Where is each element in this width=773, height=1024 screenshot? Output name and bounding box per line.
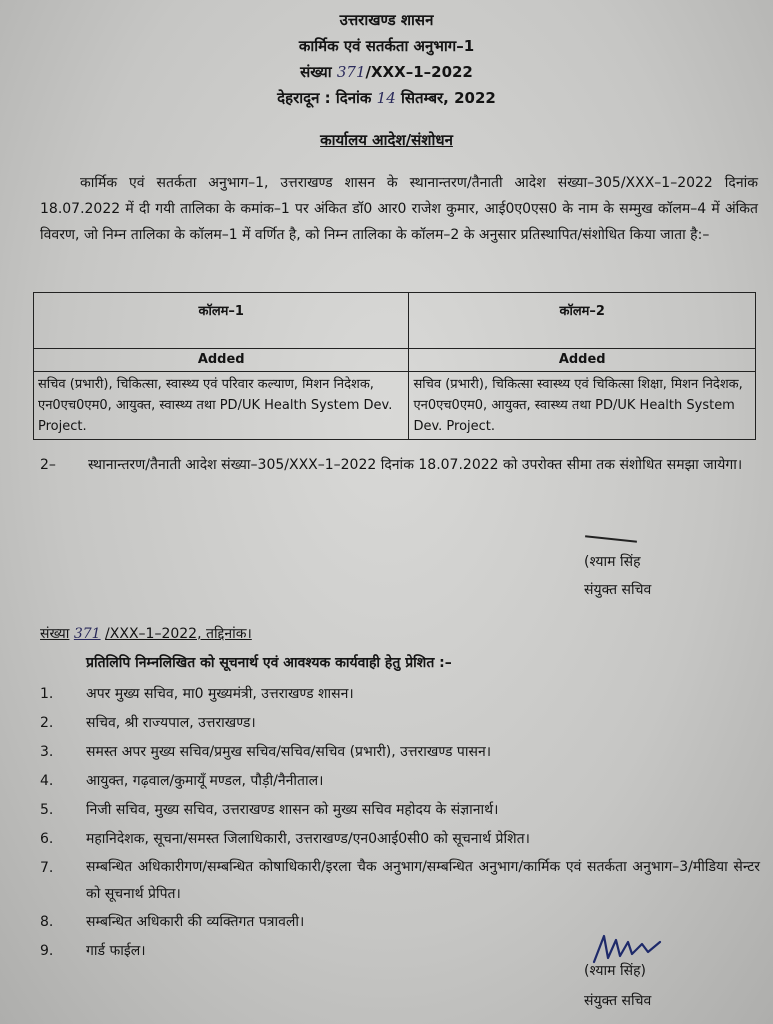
list-item-text: निजी सचिव, मुख्य सचिव, उत्तराखण्ड शासन को मुख्य सचिव महोदय के संज्ञानार्थ। xyxy=(86,802,499,818)
list-item-number: 7. xyxy=(40,860,54,876)
list-item-text: सम्बन्धित अधिकारीगण/सम्बन्धित कोषाधिकारी/इरला चैक अनुभाग/सम्बन्धित अनुभाग/कार्मिक एवं सतर्कता अनुभाग–3/मीडिया सेन्टर को सूचनार्थ प्रेपित। xyxy=(86,859,760,902)
list-item-number: 5. xyxy=(40,802,54,818)
list-item-text: गार्ड फाईल। xyxy=(86,943,146,959)
signature-block-1 xyxy=(584,548,651,604)
list-item-number: 1. xyxy=(40,686,54,702)
list-item-number: 3. xyxy=(40,744,54,760)
order-number-prefix: संख्या xyxy=(300,63,332,81)
department-name: कार्मिक एवं सतर्कता अनुभाग–1 xyxy=(298,37,475,55)
list-item-text: महानिदेशक, सूचना/समस्त जिलाधिकारी, उत्तराखण्ड/एन0आई0सी0 को सूचनार्थ प्रेशित। xyxy=(86,831,530,847)
list-item xyxy=(40,825,760,854)
order-number-handwritten: 371 xyxy=(336,63,366,81)
list-item-text: आयुक्त, गढ़वाल/कुमायूँ मण्डल, पौड़ी/नैनीताल। xyxy=(86,773,324,789)
copy-reference xyxy=(40,624,252,643)
list-item xyxy=(40,680,760,709)
order-date xyxy=(0,88,773,108)
govt-name: उत्तराखण्ड शासन xyxy=(339,11,434,29)
list-item xyxy=(40,796,760,825)
list-item-number: 6. xyxy=(40,831,54,847)
signature-stroke xyxy=(585,535,637,542)
list-item-text: सचिव, श्री राज्यपाल, उत्तराखण्ड। xyxy=(86,715,256,731)
list-item xyxy=(40,767,760,796)
order-title: कार्यालय आदेश/संशोधन xyxy=(320,131,453,149)
order-paragraph-1: कार्मिक एवं सतर्कता अनुभाग–1, उत्तराखण्ड शासन के स्थानान्तरण/तैनाती आदेश संख्या–305/XXX–1–2022 दिनांक 18.07.2022 में दी गयी तालिका के कमांक–1 पर अंकित डॉ0 आर0 राजेश कुमार, आई0ए0एस0 के नाम के सम्मुख कॉलम–4 में अंकित विवरण, जो निम्न तालिका के कॉलम–1 में वर्णित है, को निम्न तालिका के कॉलम–2 के अनुसार प्रतिस्थापित/संशोधित किया जाता है:– xyxy=(40,175,758,243)
signatory-designation-2: संयुक्त सचिव xyxy=(584,993,652,1009)
order-paragraph-2 xyxy=(40,452,758,478)
list-item-number: 8. xyxy=(40,914,54,930)
column-1-text: सचिव (प्रभारी), चिकित्सा, स्वास्थ्य एवं परिवार कल्याण, मिशन निदेशक, एन0एच0एम0, आयुक्त, स्वास्थ्य तथा PD/UK Health System Dev. Project. xyxy=(34,372,409,440)
signatory-designation: संयुक्त सचिव xyxy=(584,582,652,598)
copy-list xyxy=(40,680,760,966)
signature-block-2 xyxy=(584,956,651,1016)
list-item xyxy=(40,738,760,767)
list-item-number: 2. xyxy=(40,715,54,731)
column-1-header: कॉलम–1 xyxy=(34,293,409,349)
column-2-added: Added xyxy=(409,349,756,372)
signatory-name: (श्याम सिंह xyxy=(584,554,641,570)
list-item-text: अपर मुख्य सचिव, मा0 मुख्यमंत्री, उत्तराखण्ड शासन। xyxy=(86,686,354,702)
column-1-added: Added xyxy=(34,349,409,372)
list-item-text: समस्त अपर मुख्य सचिव/प्रमुख सचिव/सचिव/सचिव (प्रभारी), उत्तराखण्ड पासन। xyxy=(86,744,492,760)
list-item xyxy=(40,854,760,908)
list-item-number: 9. xyxy=(40,943,54,959)
column-2-text: सचिव (प्रभारी), चिकित्सा स्वास्थ्य एवं चिकित्सा शिक्षा, मिशन निदेशक, एन0एच0एम0, आयुक्त, स्वास्थ्य तथा PD/UK Health System Dev. Project. xyxy=(409,372,756,440)
list-item-number: 4. xyxy=(40,773,54,789)
order-number xyxy=(0,62,773,82)
order-number-suffix: /XXX–1–2022 xyxy=(365,63,473,81)
paragraph-2-number: 2– xyxy=(40,457,56,473)
order-date-handwritten: 14 xyxy=(376,89,396,107)
copy-ref-handwritten: 371 xyxy=(73,626,101,642)
amendment-table xyxy=(33,292,756,440)
order-date-prefix: देहरादून : दिनांक xyxy=(277,89,372,107)
copy-intro: प्रतिलिपि निम्नलिखित को सूचनार्थ एवं आवश्यक कार्यवाही हेतु प्रेशित :– xyxy=(86,655,452,671)
column-2-header: कॉलम–2 xyxy=(409,293,756,349)
order-date-suffix: सितम्बर, 2022 xyxy=(401,89,496,107)
list-item-text: सम्बन्धित अधिकारी की व्यक्तिगत पत्रावली। xyxy=(86,914,305,930)
paragraph-2-text: स्थानान्तरण/तैनाती आदेश संख्या–305/XXX–1–2022 दिनांक 18.07.2022 को उपरोक्त सीमा तक संशोधित समझा जायेगा। xyxy=(88,457,743,473)
signatory-name-2: (श्याम सिंह) xyxy=(584,963,646,979)
copy-ref-suffix: /XXX–1–2022, तद्दिनांक। xyxy=(105,626,252,642)
list-item xyxy=(40,709,760,738)
copy-ref-prefix: संख्या xyxy=(40,626,70,642)
